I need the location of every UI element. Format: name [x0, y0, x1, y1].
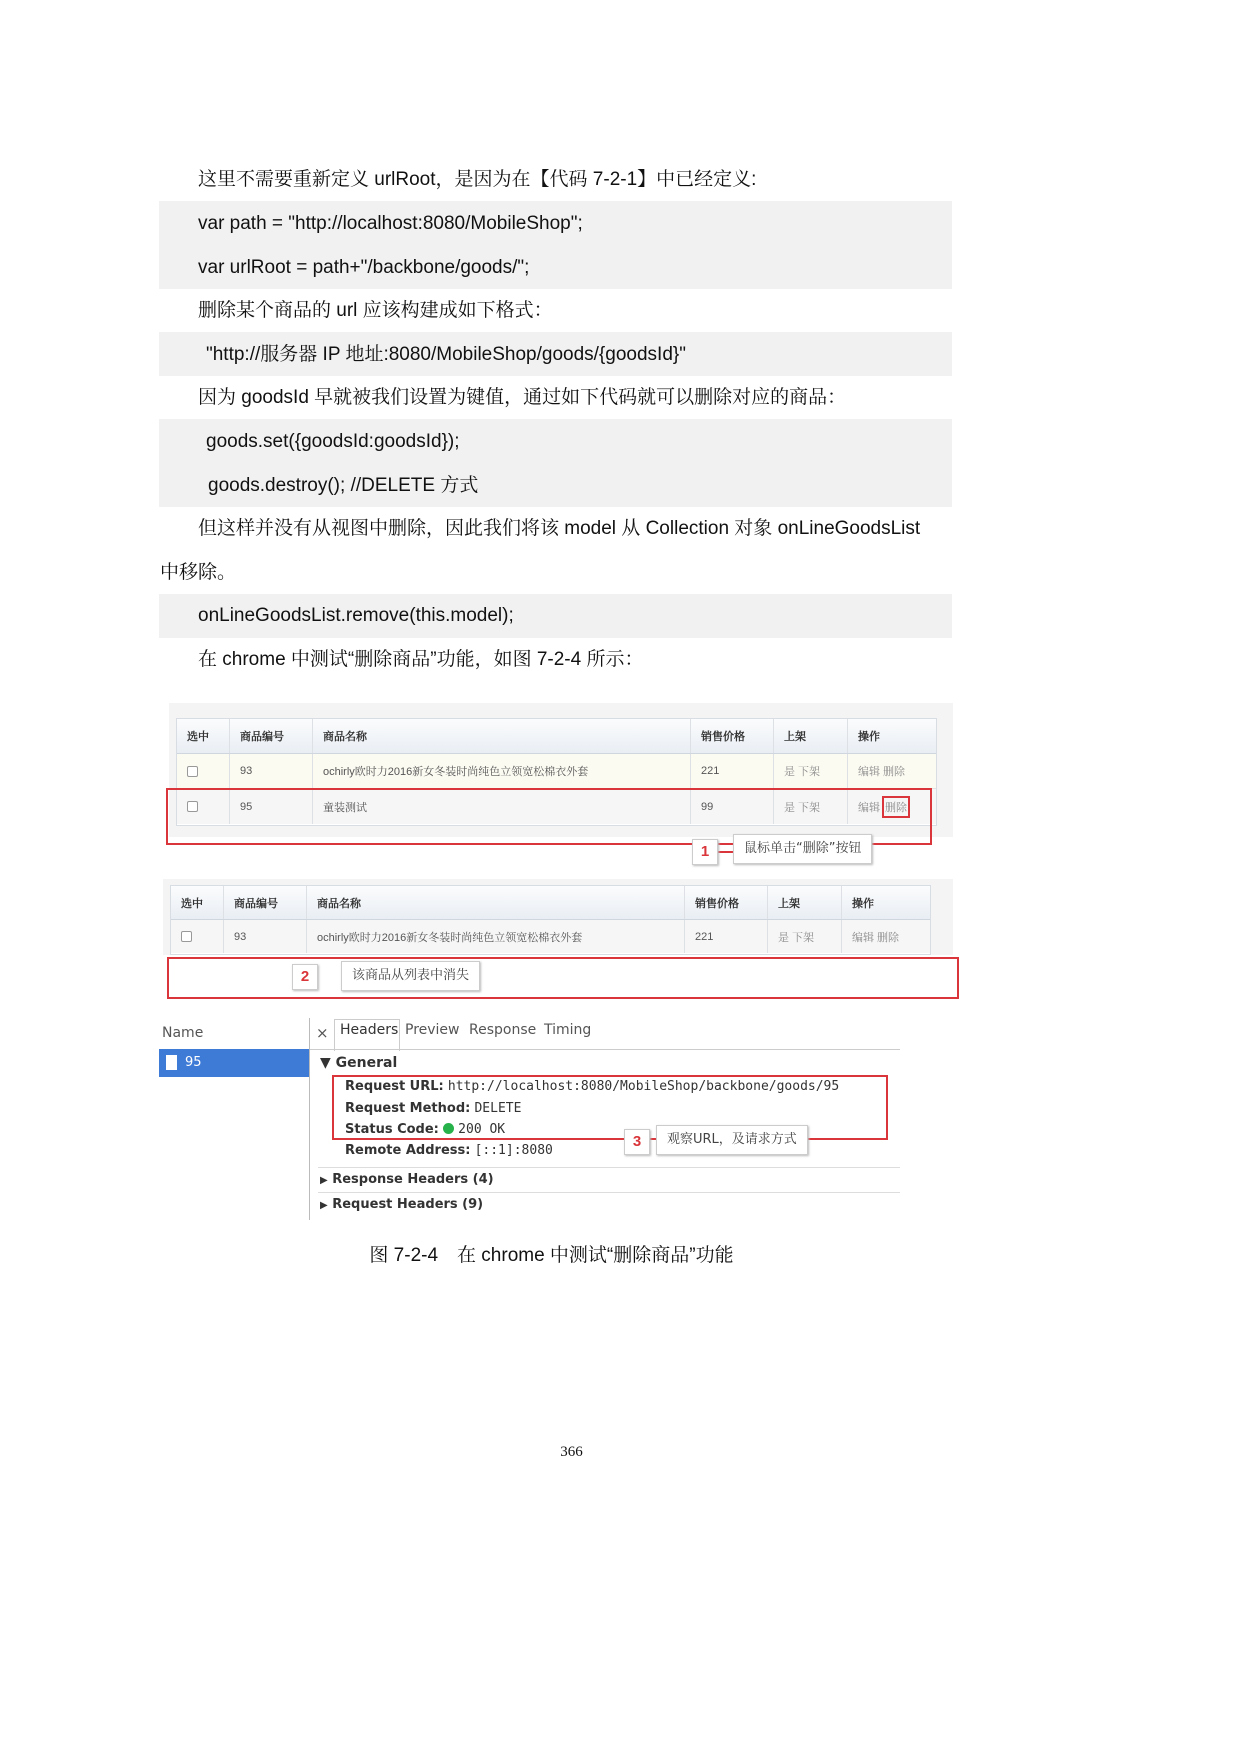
callout-number-1: 1 [692, 839, 718, 865]
page-number: 366 [560, 1444, 583, 1460]
status-code-label: Status Code: [345, 1122, 439, 1137]
request-method-value: DELETE [474, 1101, 522, 1116]
col-header: 操作 [858, 731, 880, 743]
paragraph-5: 在 chrome 中测试“删除商品”功能，如图 7-2-4 所示： [198, 649, 644, 670]
col-header: 商品名称 [307, 886, 685, 919]
col-header: 选中 [177, 719, 230, 753]
paragraph-2: 删除某个商品的 url 应该构建成如下格式： [198, 300, 553, 321]
shelf-status[interactable]: 是 下架 [768, 920, 842, 953]
close-icon[interactable]: × [316, 1024, 329, 1042]
goods-id: 95 [230, 789, 313, 824]
col-header: 商品名称 [313, 719, 691, 753]
response-headers-label: Response Headers (4) [332, 1172, 494, 1187]
remote-address-value: [::1]:8080 [474, 1143, 553, 1158]
table-header-row [177, 719, 936, 754]
request-headers-section[interactable] [320, 1197, 483, 1212]
code-line: var path = "http://localhost:8080/MobileShop"; [198, 213, 583, 234]
table-row [171, 920, 930, 953]
general-label: General [335, 1055, 398, 1071]
goods-price: 221 [691, 754, 774, 788]
row-actions[interactable]: 编辑 删除 [858, 766, 906, 778]
shelf-status[interactable]: 是 下架 [774, 754, 848, 788]
name-column-header: Name [162, 1025, 204, 1041]
goods-price: 221 [685, 920, 768, 953]
row-checkbox[interactable] [187, 766, 198, 777]
tab-response[interactable]: Response [469, 1022, 537, 1038]
delete-link[interactable]: 删除 [882, 796, 910, 818]
code-line: goods.set({goodsId:goodsId}); [206, 431, 460, 452]
section-divider [318, 1192, 900, 1193]
callout-text-3: 观察URL，及请求方式 [656, 1125, 808, 1155]
selected-request-row[interactable] [159, 1049, 309, 1077]
col-header: 选中 [171, 886, 224, 919]
status-code-value: 200 OK [458, 1122, 506, 1137]
request-url-value: http://localhost:8080/MobileShop/backbone/goods/95 [447, 1079, 840, 1094]
document-icon [166, 1055, 177, 1070]
paragraph-4: 但这样并没有从视图中删除，因此我们将该 model 从 Collection 对象 onLineGoodsList [198, 518, 921, 539]
remote-address-label: Remote Address: [345, 1143, 471, 1158]
tab-headers[interactable]: Headers [340, 1022, 399, 1038]
request-headers-label: Request Headers (9) [332, 1197, 484, 1212]
figure-caption: 图 7-2-4 在 chrome 中测试“删除商品”功能 [369, 1245, 734, 1266]
goods-price: 99 [691, 789, 774, 824]
triangle-down-icon: ▼ [320, 1055, 331, 1071]
callout-text-1: 鼠标单击“删除”按钮 [733, 834, 872, 864]
highlight-box-2 [167, 957, 959, 999]
paragraph-3: 因为 goodsId 早就被我们设置为键值，通过如下代码就可以删除对应的商品： [198, 387, 847, 408]
tab-timing[interactable]: Timing [544, 1022, 592, 1038]
edit-link[interactable]: 编辑 [858, 801, 880, 814]
goods-name: ochirly欧时力2016新女冬装时尚纯色立领宽松棉衣外套 [313, 754, 691, 788]
goods-name: 童装测试 [313, 789, 691, 824]
triangle-right-icon: ▶ [320, 1200, 328, 1211]
code-line: onLineGoodsList.remove(this.model); [198, 605, 514, 626]
col-header: 操作 [852, 897, 874, 910]
goods-id: 93 [224, 920, 307, 953]
request-url-label: Request URL: [345, 1079, 444, 1094]
goods-id: 93 [230, 754, 313, 788]
table-header-row [171, 886, 930, 920]
response-headers-section[interactable] [320, 1172, 494, 1187]
general-section[interactable] [320, 1055, 397, 1071]
tab-preview[interactable]: Preview [405, 1022, 460, 1038]
section-divider [318, 1167, 900, 1168]
callout-number-3: 3 [624, 1129, 650, 1155]
row-actions[interactable]: 编辑 删除 [852, 931, 900, 944]
tab-underline [310, 1049, 900, 1050]
col-header: 商品编号 [224, 886, 307, 919]
col-header: 上架 [768, 886, 842, 919]
paragraph-1: 这里不需要重新定义 urlRoot，是因为在【代码 7-2-1】中已经定义: [198, 169, 757, 190]
col-header: 销售价格 [685, 886, 768, 919]
col-header: 销售价格 [691, 719, 774, 753]
goods-name: ochirly欧时力2016新女冬装时尚纯色立领宽松棉衣外套 [307, 920, 685, 953]
goods-table-after [170, 885, 931, 955]
row-checkbox[interactable] [181, 931, 192, 942]
col-header: 上架 [774, 719, 848, 753]
code-line: "http://服务器 IP 地址:8080/MobileShop/goods/{goodsId}" [206, 344, 686, 365]
table-row [177, 754, 936, 789]
callout-text-2: 该商品从列表中消失 [341, 961, 480, 991]
col-header: 商品编号 [230, 719, 313, 753]
paragraph-4-cont: 中移除。 [160, 562, 237, 583]
code-line: goods.destroy(); //DELETE 方式 [208, 475, 479, 496]
callout-connector [593, 1138, 625, 1140]
code-line: var urlRoot = path+"/backbone/goods/"; [198, 257, 530, 278]
request-name: 95 [185, 1055, 202, 1070]
shelf-status[interactable]: 是 下架 [774, 789, 848, 824]
callout-number-2: 2 [292, 964, 318, 990]
remote-address-line [345, 1143, 553, 1158]
triangle-right-icon: ▶ [320, 1175, 328, 1186]
callout-connector [826, 1138, 886, 1140]
request-method-label: Request Method: [345, 1101, 471, 1116]
callout-connector [717, 851, 733, 853]
